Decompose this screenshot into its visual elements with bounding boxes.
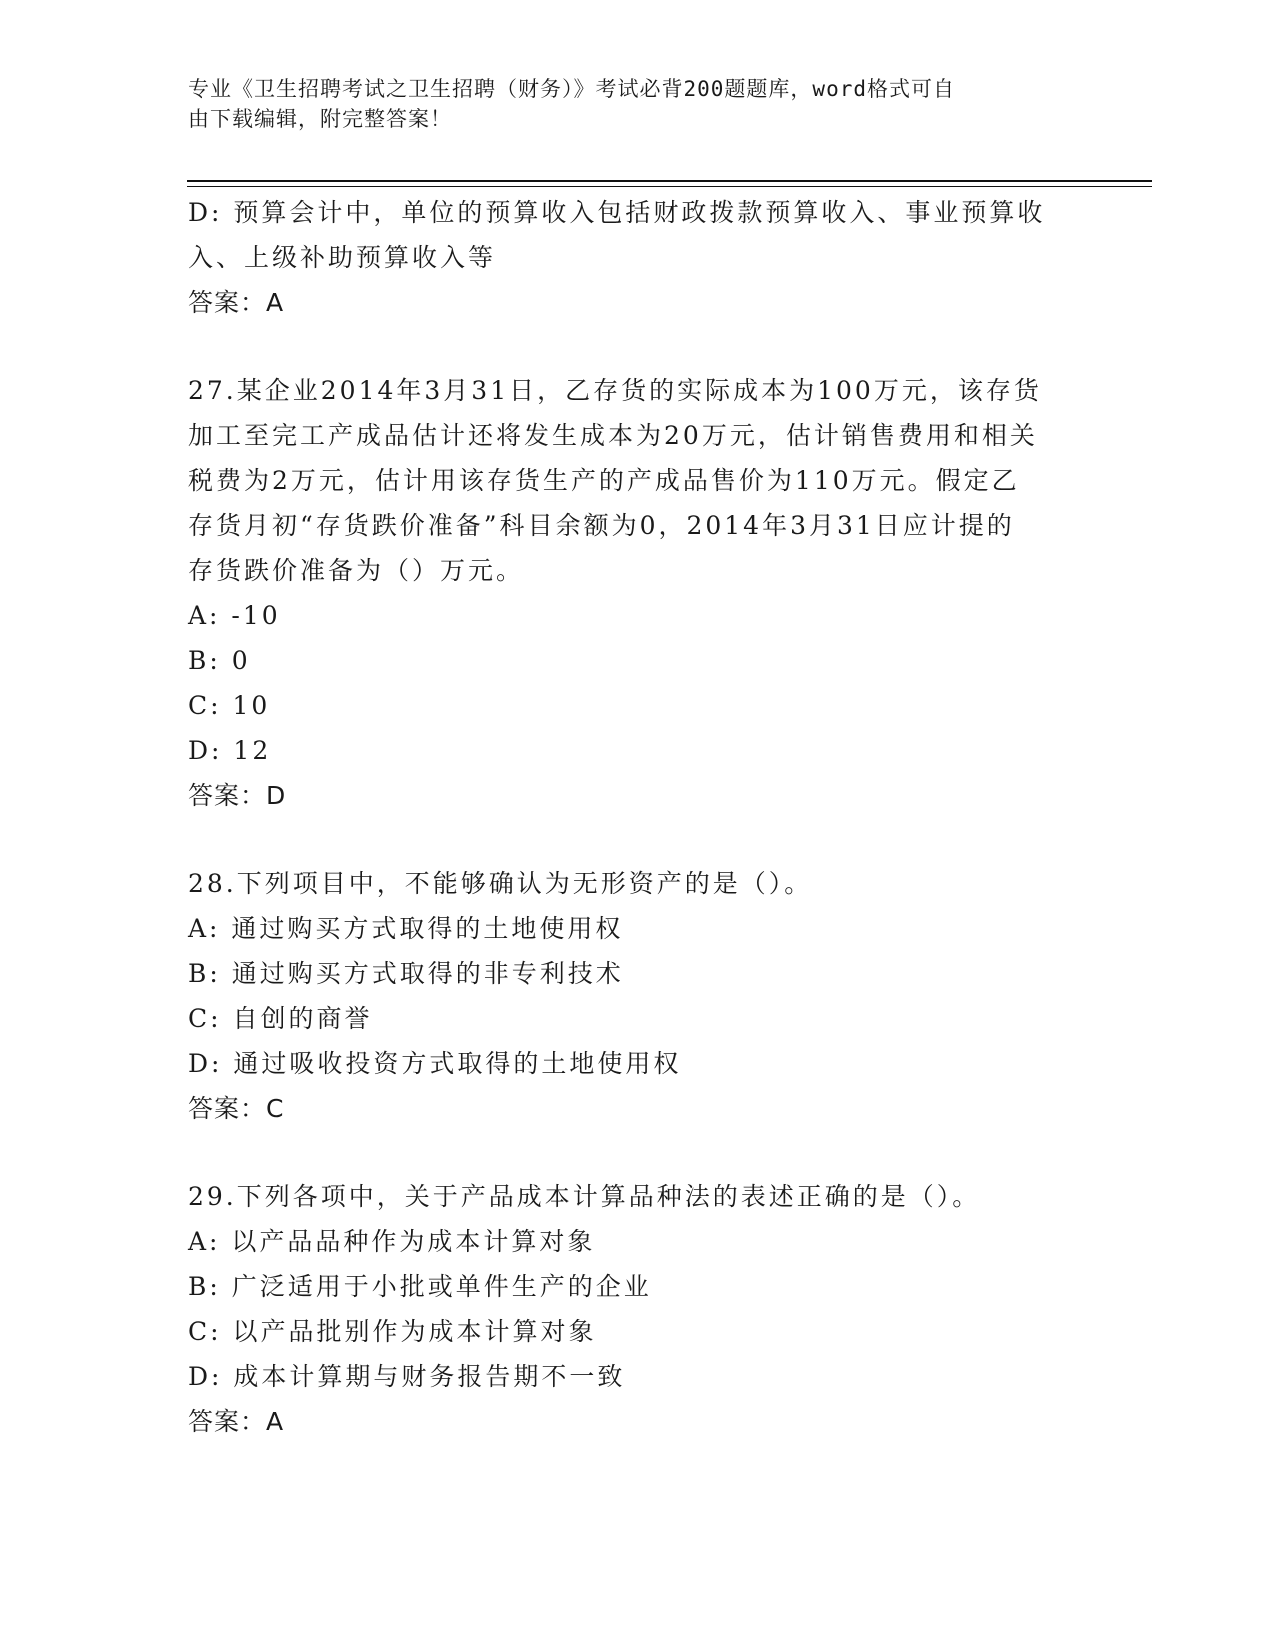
option-d: D: 12: [188, 736, 272, 765]
question-27: [188, 368, 1088, 818]
header-rule-thin: [187, 186, 1152, 187]
option-a: A: -10: [188, 601, 281, 630]
document-header: [188, 74, 1068, 134]
question-stem-line: 存货跌价准备为（）万元。: [188, 556, 525, 585]
question-stem-line: 税费为2万元，估计用该存货生产的产成品售价为110万元。假定乙: [188, 466, 1020, 495]
option-d: D: 通过吸收投资方式取得的土地使用权: [188, 1049, 682, 1078]
question-stem-line: 存货月初“存货跌价准备”科目余额为0，2014年3月31日应计提的: [188, 511, 1015, 540]
question-stem-line: 28.下列项目中，不能够确认为无形资产的是（）。: [188, 869, 813, 898]
answer: 答案：A: [188, 288, 285, 317]
option-d: D: 预算会计中，单位的预算收入包括财政拨款预算收入、事业预算收: [188, 198, 1046, 227]
answer: 答案：D: [188, 781, 287, 810]
option-b: B: 0: [188, 646, 251, 675]
option-c: C: 10: [188, 691, 271, 720]
question-stem-line: 29.下列各项中，关于产品成本计算品种法的表述正确的是（）。: [188, 1182, 981, 1211]
answer: 答案：C: [188, 1094, 285, 1123]
header-line-1: 专业《卫生招聘考试之卫生招聘（财务）》考试必背200题题库，word格式可自: [188, 77, 955, 101]
answer: 答案：A: [188, 1407, 285, 1436]
question-stem-line: 27.某企业2014年3月31日，乙存货的实际成本为100万元，该存货: [188, 376, 1042, 405]
option-d: D: 成本计算期与财务报告期不一致: [188, 1362, 626, 1391]
previous-question-tail: [188, 190, 1088, 325]
option-b: B: 广泛适用于小批或单件生产的企业: [188, 1272, 652, 1301]
question-stem-line: 加工至完工产成品估计还将发生成本为20万元，估计销售费用和相关: [188, 421, 1038, 450]
option-d-continued: 入、上级补助预算收入等: [188, 243, 497, 272]
option-b: B: 通过购买方式取得的非专利技术: [188, 959, 624, 988]
option-a: A: 通过购买方式取得的土地使用权: [188, 914, 624, 943]
header-line-2: 由下载编辑，附完整答案！: [188, 107, 452, 131]
question-28: [188, 861, 1088, 1131]
option-c: C: 以产品批别作为成本计算对象: [188, 1317, 597, 1346]
option-a: A: 以产品品种作为成本计算对象: [188, 1227, 596, 1256]
document-body: [188, 190, 1088, 1444]
option-c: C: 自创的商誉: [188, 1004, 373, 1033]
question-29: [188, 1174, 1088, 1444]
header-rule-thick: [187, 180, 1152, 182]
